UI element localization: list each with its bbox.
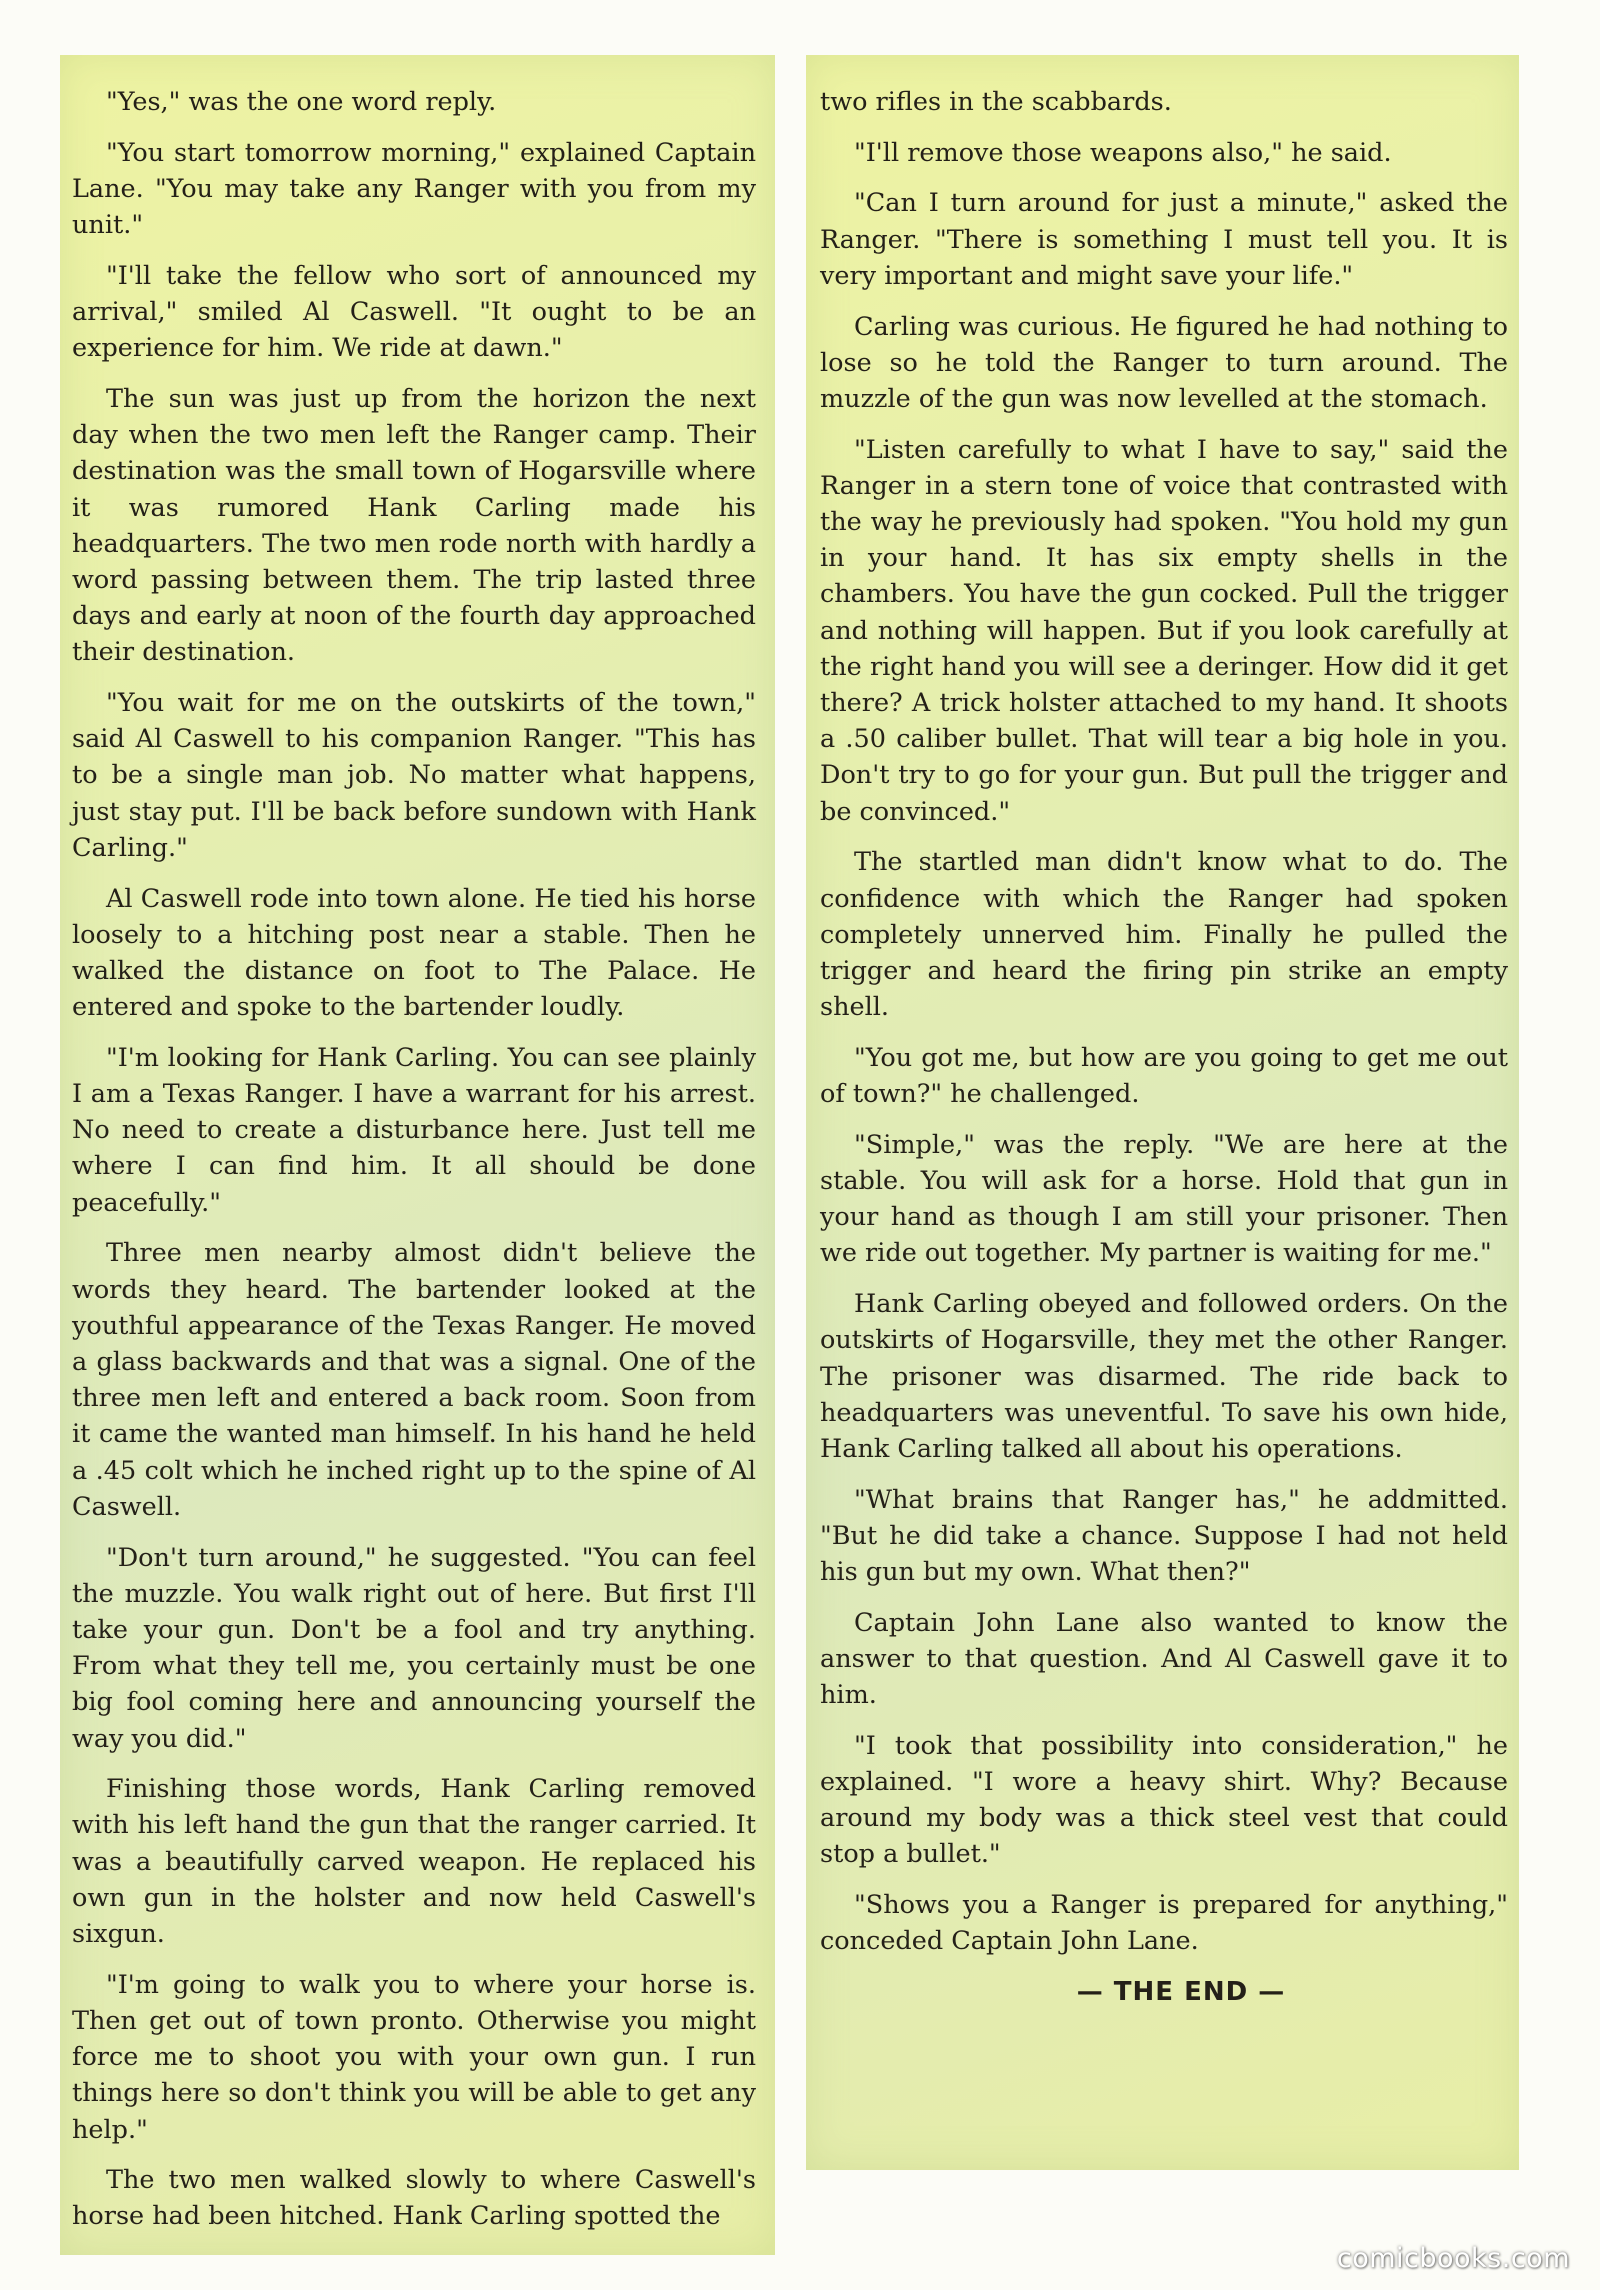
paragraph: "I'm looking for Hank Carling. You can see plainly I am a Texas Ranger. I have a warrant for his arrest. No need to create a disturbance here. Just tell me where I can find him. It all should be done peacefully." — [72, 1042, 756, 1218]
paragraph: The sun was just up from the horizon the next day when the two men left the Ranger camp. Their destination was the small town of Hogarsville where it was rumored Hank Carling made his headquarters. The two men rode north with hardly a word passing between them. The trip lasted three days and early at noon of the fourth day approached their destination. — [72, 383, 756, 668]
paragraph: "You got me, but how are you going to get me out of town?" he challenged. — [820, 1042, 1508, 1110]
the-end-marker: — THE END — — [1076, 1977, 1286, 2008]
right-text-column — [820, 84, 1508, 2025]
paragraph: "I'll take the fellow who sort of announced my arrival," smiled Al Caswell. "It ought to be an experience for him. We ride at dawn." — [72, 260, 756, 364]
paragraph: "Shows you a Ranger is prepared for anything," conceded Captain John Lane. — [820, 1890, 1508, 1957]
paragraph: Three men nearby almost didn't believe the words they heard. The bartender looked at the youthful appearance of the Texas Ranger. He moved a glass backwards and that was a signal. One of the three men left and entered a back room. Soon from it came the wanted man himself. In his hand he held a .45 colt which he inched right up to the spine of Al Caswell. — [72, 1238, 756, 1522]
paragraph: "I'm going to walk you to where your horse is. Then get out of town pronto. Otherwise you might force me to shoot you with your own gun. I run things here so don't think you will be able to get any help." — [72, 1969, 756, 2145]
paragraph: Captain John Lane also wanted to know the answer to that question. And Al Caswell gave it to him. — [820, 1607, 1508, 1711]
paragraph: Hank Carling obeyed and followed orders. On the outskirts of Hogarsville, they met the other Ranger. The prisoner was disarmed. The ride back to headquarters was uneventful. To save his own hide, Hank Carling talked all about his operations. — [820, 1289, 1508, 1464]
paragraph: "I took that possibility into consideration," he explained. "I wore a heavy shirt. Why? Because around my body was a thick steel vest that could stop a bullet." — [820, 1730, 1508, 1870]
paragraph: The startled man didn't know what to do. The confidence with which the Ranger had spoken completely unnerved him. Finally he pulled the trigger and heard the firing pin strike an empty shell. — [820, 847, 1508, 1023]
paragraph: Al Caswell rode into town alone. He tied his horse loosely to a hitching post near a stable. Then he walked the distance on foot to The Palace. He entered and spoke to the bartender loudly. — [72, 883, 756, 1023]
continuation-line: two rifles in the scabbards. — [820, 87, 1172, 117]
paragraph: Finishing those words, Hank Carling removed with his left hand the gun that the ranger carried. It was a beautifully carved weapon. He replaced his own gun in the holster and now held Caswell's sixgun. — [72, 1774, 756, 1950]
paragraph: "Listen carefully to what I have to say," said the Ranger in a stern tone of voice that contrasted with the way he previously had spoken. "You hold my gun in your hand. It has six empty shells in the chambers. You have the gun cocked. Pull the trigger and nothing will happen. But if you look carefully at the right hand you will see a deringer. How did it get there? A trick holster attached to my hand. It shoots a .50 caliber bullet. That will tear a big hole in you. Don't try to go for your gun. But pull the trigger and be convinced." — [820, 434, 1508, 827]
paragraph: "What brains that Ranger has," he addmitted. "But he did take a chance. Suppose I had not held his gun but my own. What then?" — [820, 1484, 1508, 1588]
paragraph: "Yes," was the one word reply. — [106, 87, 497, 117]
paragraph: "I'll remove those weapons also," he said. — [854, 137, 1392, 168]
paragraph: Carling was curious. He figured he had nothing to lose so he told the Ranger to turn around. The muzzle of the gun was now levelled at the stomach. — [820, 311, 1508, 414]
paragraph: The two men walked slowly to where Caswell's horse had been hitched. Hank Carling spotted the — [72, 2165, 756, 2232]
paragraph: "Don't turn around," he suggested. "You can feel the muzzle. You walk right out of here. But first I'll take your gun. Don't be a fool and try anything. From what they tell me, you certainly must be one big fool coming here and announcing yourself the way you did." — [72, 1542, 756, 1754]
paragraph: "You start tomorrow morning," explained Captain Lane. "You may take any Ranger with you from my unit." — [72, 137, 756, 241]
paragraph: "You wait for me on the outskirts of the town," said Al Caswell to his companion Ranger. "This has to be a single man job. No matter what happens, just stay put. I'll be back before sundown with Hank Carling." — [72, 688, 756, 863]
left-text-column — [72, 84, 756, 2249]
paragraph: "Simple," was the reply. "We are here at the stable. You will ask for a horse. Hold that gun in your hand as though I am still your prisoner. Then we ride out together. My partner is waiting for me." — [820, 1129, 1508, 1269]
site-watermark: comicbooks.com — [1336, 2243, 1570, 2274]
paragraph: "Can I turn around for just a minute," asked the Ranger. "There is something I must tell you. It is very important and might save your life." — [820, 188, 1508, 291]
